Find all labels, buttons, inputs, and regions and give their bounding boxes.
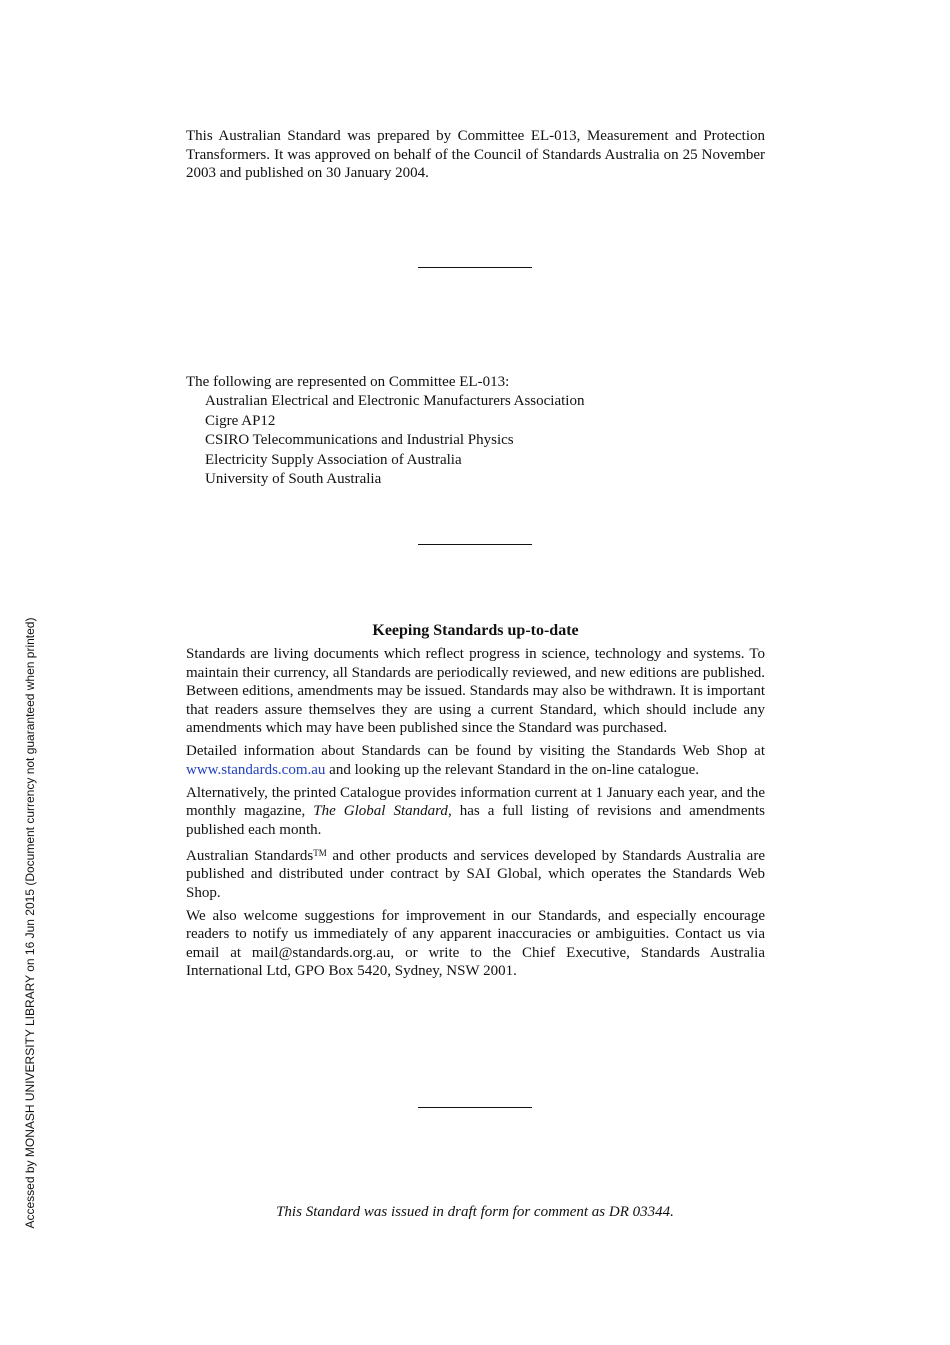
committee-section	[186, 373, 765, 489]
paragraph-text: Alternatively, the printed Catalogue provides information current at 1 January each year, and the monthly magazine,	[186, 784, 765, 819]
paragraph-text: and other products and services developed by Standards Australia are published and distributed under contract by SAI Global, which operates the Standards Web Shop.	[186, 847, 765, 901]
paragraph-sai-global	[186, 844, 765, 903]
paragraph-catalogue	[186, 784, 765, 840]
committee-member-list	[186, 392, 765, 489]
paragraph-contact: We also welcome suggestions for improvement in our Standards, and especially encourage readers to notify us immediately of any apparent inaccuracies or ambiguities. Contact us via email at mail@standards.org.au, or write to the Chief Executive, Standards Australia International Ltd, GPO Box 5420, Sydney, NSW 2001.	[186, 907, 765, 979]
section-heading: Keeping Standards up-to-date	[372, 622, 579, 639]
divider-rule	[418, 544, 532, 545]
committee-member: CSIRO Telecommunications and Industrial Physics	[205, 432, 514, 449]
magazine-title: The Global Standard	[313, 803, 448, 819]
committee-member: Electricity Supply Association of Australia	[205, 451, 462, 468]
access-watermark: Accessed by MONASH UNIVERSITY LIBRARY on 16 Jun 2015 (Document currency not guaranteed when printed)	[23, 617, 37, 1229]
intro-paragraph: This Australian Standard was prepared by Committee EL-013, Measurement and Protection Transformers. It was approved on behalf of the Council of Standards Australia on 25 November 2003 and published on 30 January 2004.	[186, 128, 765, 181]
paragraph-text: Detailed information about Standards can be found by visiting the Standards Web Shop at	[186, 743, 765, 759]
divider-rule	[418, 267, 532, 268]
draft-note: This Standard was issued in draft form for comment as DR 03344.	[276, 1204, 674, 1220]
standards-website-link[interactable]: www.standards.com.au	[186, 761, 326, 778]
committee-heading: The following are represented on Committee EL-013:	[186, 374, 510, 390]
committee-member: University of South Australia	[205, 471, 382, 488]
paragraph-text: Australian Standards	[186, 847, 314, 864]
trademark-mark: TM	[313, 847, 327, 858]
divider-rule	[418, 1107, 532, 1108]
committee-member: Australian Electrical and Electronic Manufacturers Association	[205, 393, 585, 410]
committee-member: Cigre AP12	[205, 412, 276, 429]
paragraph-text: , has a full listing of revisions and amendments published each month.	[186, 803, 765, 838]
keeping-standards-section	[186, 621, 765, 985]
paragraph-text: and looking up the relevant Standard in the on-line catalogue.	[325, 761, 700, 778]
paragraph-living-documents: Standards are living documents which reflect progress in science, technology and systems. To maintain their currency, all Standards are periodically reviewed, and new editions are published. Between editions, amendments may be issued. Standards may also be withdrawn. It is important that readers assure themselves they are using a current Standard, which should include any amendments which may have been published since the Standard was purchased.	[186, 646, 765, 736]
paragraph-web-shop	[186, 742, 765, 779]
